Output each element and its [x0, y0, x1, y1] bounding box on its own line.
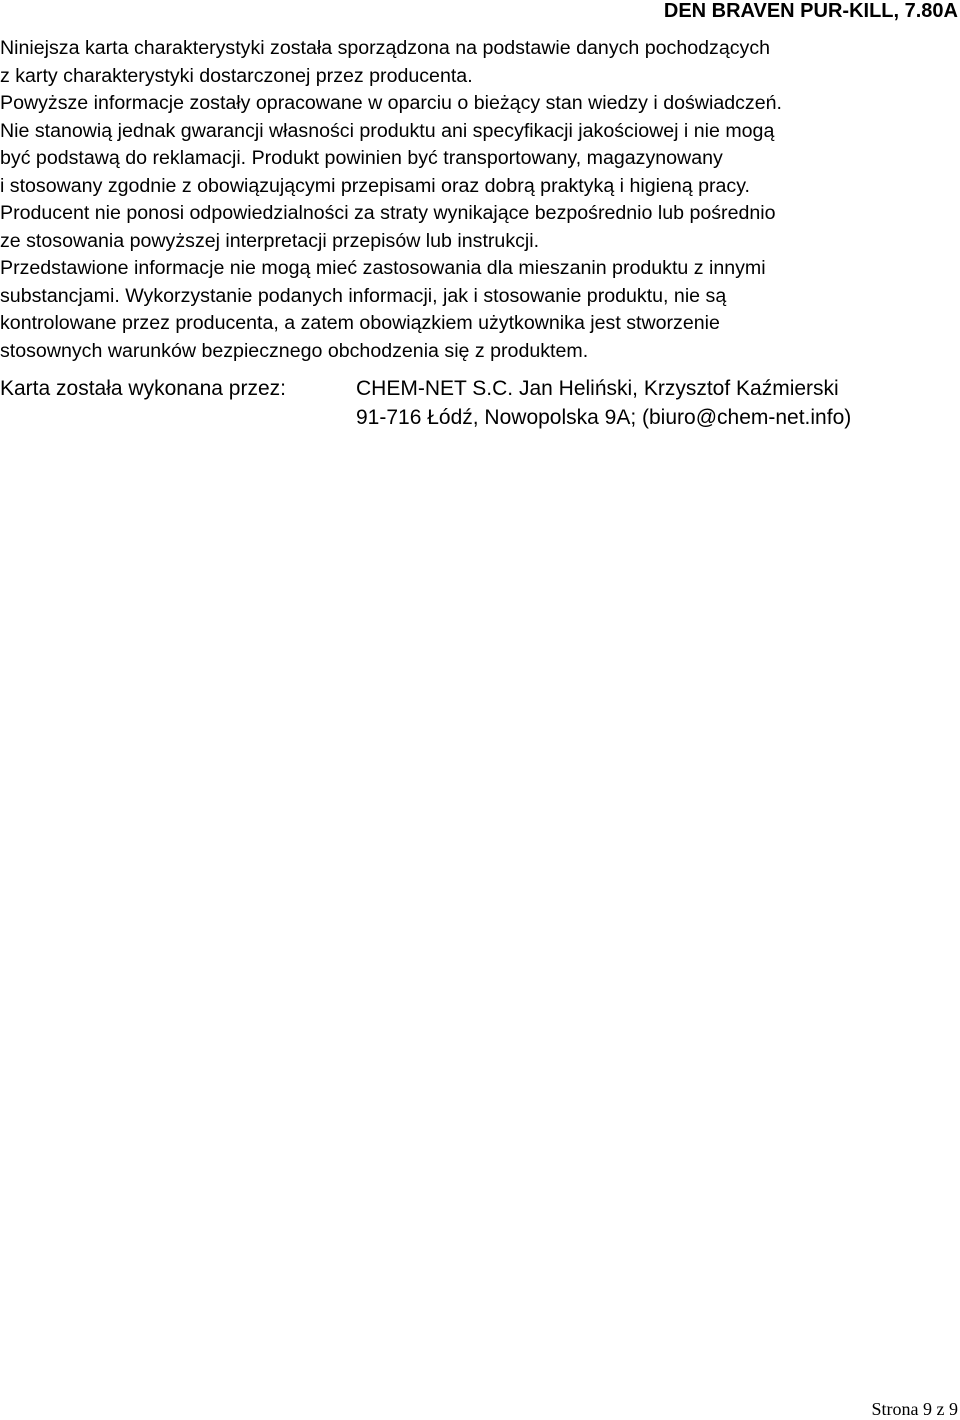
page-number: Strona 9 z 9 — [871, 1399, 958, 1419]
disclaimer-line: Przedstawione informacje nie mogą mieć zastosowania dla mieszanin produktu z innymi — [0, 257, 766, 279]
disclaimer-line: i stosowany zgodnie z obowiązującymi przepisami oraz dobrą praktyką i higieną pracy. — [0, 174, 751, 197]
disclaimer-line: substancjami. Wykorzystanie podanych informacji, jak i stosowanie produktu, nie są — [0, 284, 727, 307]
disclaimer-line: ze stosowania powyższej interpretacji przepisów lub instrukcji. — [0, 229, 540, 252]
author-company: CHEM-NET S.C. Jan Heliński, Krzysztof Kaźmierski — [356, 377, 839, 400]
disclaimer-text — [0, 35, 958, 365]
disclaimer-line: z karty charakterystyki dostarczonej przez producenta. — [0, 64, 473, 87]
disclaimer-line: kontrolowane przez producenta, a zatem obowiązkiem użytkownika jest stworzenie — [0, 312, 720, 334]
author-details — [356, 374, 851, 432]
disclaimer-line: Powyższe informacje zostały opracowane w oparciu o bieżący stan wiedzy i doświadczeń. — [0, 92, 782, 114]
disclaimer-line: Nie stanowią jednak gwarancji własności produktu ani specyfikacji jakościowej i nie mogą — [0, 119, 775, 142]
document-title: DEN BRAVEN PUR-KILL, 7.80A — [663, 0, 958, 22]
author-label: Karta została wykonana przez: — [0, 377, 286, 400]
disclaimer-line: być podstawą do reklamacji. Produkt powinien być transportowany, magazynowany — [0, 147, 723, 169]
disclaimer-line: Niniejsza karta charakterystyki została sporządzona na podstawie danych pochodzących — [0, 37, 771, 59]
disclaimer-line: Producent nie ponosi odpowiedzialności za straty wynikające bezpośrednio lub pośrednio — [0, 202, 776, 224]
disclaimer-line: stosownych warunków bezpiecznego obchodzenia się z produktem. — [0, 339, 589, 362]
author-address: 91-716 Łódź, Nowopolska 9A; (biuro@chem-net.info) — [356, 406, 852, 429]
